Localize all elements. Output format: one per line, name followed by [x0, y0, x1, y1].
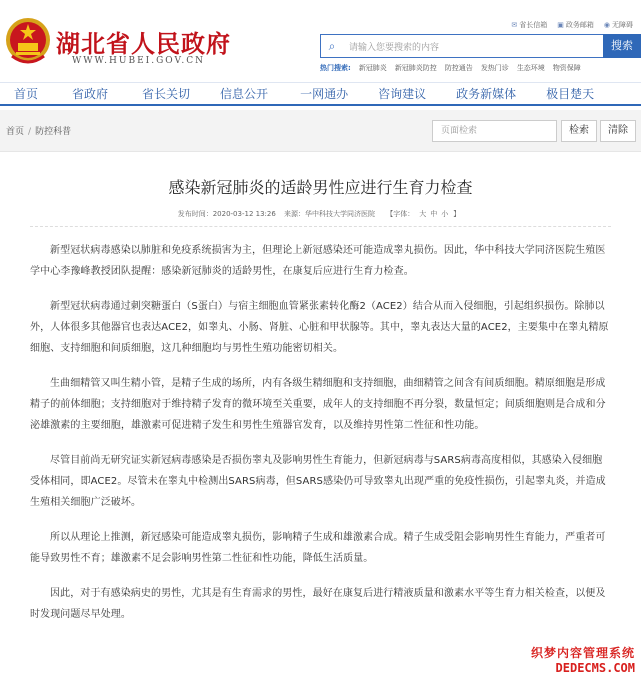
- hot-search-link[interactable]: 新冠肺炎: [358, 64, 387, 72]
- hot-search-link[interactable]: 新冠肺炎防控: [394, 64, 437, 72]
- font-size-control: [383, 210, 463, 218]
- accessibility-link[interactable]: ◉ 无障碍: [603, 21, 633, 29]
- font-small-button[interactable]: 小: [441, 210, 449, 218]
- hot-search-link[interactable]: 防控通告: [444, 64, 473, 72]
- article-paragraph: 新型冠状病毒通过刺突糖蛋白（S蛋白）与宿主细胞血管紧张素转化酶2（ACE2）结合从而入侵细胞，引起组织损伤。除肺以外，人体很多其他器官也表达ACE2，如睾丸、小肠、肾脏、心脏和甲状腺等。其中，睾丸表达大量的ACE2，主要集中在睾丸精原细胞、支持细胞和间质细胞，这几种细胞均与男性生殖功能密切相关。: [30, 301, 609, 354]
- article-paragraph: 新型冠状病毒感染以肺脏和免疫系统损害为主，但理论上新冠感染还可能造成睾丸损伤。因此，华中科技大学同济医院生殖医学中心李豫峰教授团队提醒：感染新冠肺炎的适龄男性，在康复后应进行生育力检查。: [30, 245, 606, 277]
- site-header: [0, 0, 641, 82]
- hot-search-link[interactable]: 物资保障: [552, 64, 581, 72]
- top-links: [511, 20, 633, 30]
- site-title[interactable]: 湖北省人民政府: [56, 30, 231, 58]
- page-search-input[interactable]: 页面检索: [432, 120, 557, 142]
- accessibility-icon: ◉: [603, 21, 610, 29]
- breadcrumb: [6, 124, 71, 137]
- envelope-icon: ▣: [557, 21, 564, 29]
- page-search-button[interactable]: 检索: [561, 120, 597, 142]
- nav-governor-concerns[interactable]: 省长关切: [142, 87, 191, 101]
- nav-home[interactable]: 首页: [14, 87, 39, 101]
- nav-info-disclosure[interactable]: 信息公开: [220, 87, 269, 101]
- national-emblem-logo[interactable]: [4, 16, 52, 66]
- search-placeholder: 请输入您要搜索的内容: [349, 42, 440, 53]
- nav-jimu-chutian[interactable]: 极目楚天: [546, 87, 595, 101]
- font-medium-button[interactable]: 中: [430, 210, 438, 218]
- article-paragraph: 因此，对于有感染病史的男性，尤其是有生育需求的男性，最好在康复后进行精液质量和激素水平等生育力相关检查，以便及时发现问题尽早处理。: [30, 588, 606, 620]
- breadcrumb-bar: [0, 110, 641, 152]
- hot-search-link[interactable]: 生态环境: [516, 64, 545, 72]
- breadcrumb-home[interactable]: 首页: [6, 127, 25, 137]
- font-size-label: 【字体：: [386, 210, 415, 218]
- search-icon: ⌕: [328, 38, 336, 53]
- mailbox-link[interactable]: ✉ 省长信箱: [511, 21, 548, 29]
- breadcrumb-current[interactable]: 防控科普: [35, 127, 72, 137]
- mail-icon: ✉: [511, 21, 518, 29]
- watermark: [531, 644, 635, 675]
- search-button[interactable]: 搜索: [603, 34, 641, 58]
- article-title: 感染新冠肺炎的适龄男性应进行生育力检查: [168, 178, 473, 197]
- article-paragraph: 尽管目前尚无研究证实新冠病毒感染是否损伤睾丸及影响男性生育能力，但新冠病毒与SARS病毒高度相似，其感染入侵细胞受体相同，即ACE2。尽管未在睾丸中检测出SARS病毒，但SARS感染仍可导致睾丸出现严重的免疫性损伤，引起睾丸炎，并造成生殖相关细胞广泛破坏。: [30, 455, 606, 508]
- nav-new-media[interactable]: 政务新媒体: [456, 87, 517, 101]
- watermark-line2: DEDECMS.COM: [555, 661, 635, 675]
- site-url: WWW.HUBEI.GOV.CN: [72, 56, 206, 66]
- nav-provincial-gov[interactable]: 省政府: [72, 87, 109, 101]
- hot-search-link[interactable]: 发热门诊: [480, 64, 509, 72]
- article-paragraph: 生曲细精管又叫生精小管，是精子生成的场所，内有各级生精细胞和支持细胞，曲细精管之间含有间质细胞。精原细胞是形成精子的前体细胞；支持细胞对于维持精子发育的微环境至关重要，成年人的支持细胞不再分裂，数量恒定；间质细胞则是合成和分泌雄激素的主要细胞，雄激素可促进精子发生和男性生殖器官发育，以及维持男性第二性征和性功能。: [30, 378, 606, 431]
- breadcrumb-separator: /: [28, 127, 32, 137]
- watermark-line1: 织梦内容管理系统: [530, 646, 635, 660]
- hot-searches-label: 热门搜索:: [320, 64, 351, 72]
- article-body: [30, 240, 612, 639]
- clear-button[interactable]: 清除: [600, 120, 636, 142]
- article-meta: [0, 209, 641, 219]
- publish-time: 发布时间：2020-03-12 13:26: [177, 210, 276, 218]
- main-nav: [0, 82, 641, 106]
- font-large-button[interactable]: 大: [419, 210, 427, 218]
- article-paragraph: 所以从理论上推测，新冠感染可能造成睾丸损伤，影响精子生成和雄激素合成。精子生成受阻会影响男性生育能力，严重者可能导致男性不育；雄激素不足会影响男性第二性征和性功能，降低生活质量。: [30, 532, 606, 564]
- article-source: 来源：华中科技大学同济医院: [284, 210, 376, 218]
- site-search-input[interactable]: [320, 34, 603, 58]
- nav-one-stop-service[interactable]: 一网通办: [300, 87, 349, 101]
- hot-searches: [320, 63, 581, 73]
- gov-email-link[interactable]: ▣ 政务邮箱: [557, 21, 594, 29]
- meta-divider: [30, 226, 611, 227]
- font-size-end: 】: [453, 210, 461, 218]
- nav-consultation[interactable]: 咨询建议: [378, 87, 427, 101]
